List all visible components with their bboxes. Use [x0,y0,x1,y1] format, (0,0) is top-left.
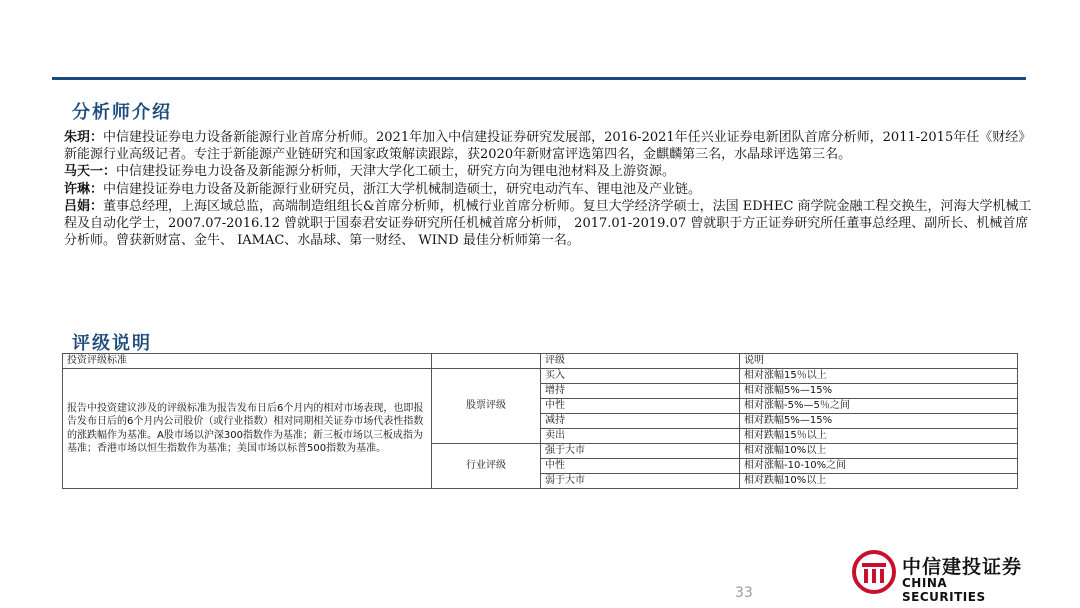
analyst-name: 许琳： [64,181,104,197]
table-header-row [63,354,1018,369]
analyst-name: 吕娟： [64,198,104,214]
rating-cell: 买入 [541,369,740,384]
analyst-bio-xu [64,181,1036,198]
rating-cell: 中性 [541,459,740,474]
header-standard: 投资评级标准 [63,354,432,369]
analyst-bios [64,129,1036,249]
rating-cell: 弱于大市 [541,474,740,489]
analyst-text: 中信建投证券电力设备新能源行业首席分析师。2021年加入中信建投证券研究发展部，2016-2021年任兴业证券电新团队首席分析师，2011-2015年任《财经》新能源行业高级记者。专注于新能源产业链研究和国家政策解读跟踪，获2020年新财富评选第四名，金麒麟第三名，水晶球评选第三名。 [64,130,1032,163]
page-number: 33 [735,585,753,601]
analyst-bio-zhu [64,129,1036,163]
rating-cell: 强于大市 [541,444,740,459]
logo-english-name: CHINA SECURITIES [902,576,986,604]
rating-cell: 中性 [541,399,740,414]
desc-cell: 相对涨幅15％以上 [740,369,1018,384]
analyst-bio-lv [64,198,1036,250]
company-logo [852,548,1032,604]
desc-cell: 相对涨幅10%以上 [740,444,1018,459]
rating-standard-text: 报告中投资建议涉及的评级标准为报告发布日后6个月内的相对市场表现，也即报告发布日后的6个月内公司股价（或行业指数）相对同期相关证券市场代表性指数的涨跌幅作为基准。A股市场以沪深300指数作为基准；新三板市场以三板成指为基准；香港市场以恒生指数作为基准；美国市场以标普500指数为基准。 [63,369,432,489]
industry-rating-label: 行业评级 [432,444,541,489]
header-blank [432,354,541,369]
desc-cell: 相对涨幅-10-10%之间 [740,459,1018,474]
citic-logo-icon [852,550,896,594]
table-row [63,369,1018,384]
top-divider [52,77,1026,80]
analyst-text: 董事总经理，上海区域总监，高端制造组组长&首席分析师，机械行业首席分析师。复旦大学经济学硕士，法国 EDHEC 商学院金融工程交换生，河海大学机械工程及自动化学士，2007.07-2016.12 曾就职于国泰君安证券研究所任机械首席分析师， 2017.01-2019.07 曾就职于方正证券研究所任董事总经理、副所长、机械首席分析师。曾获新财富、金牛、 IAMAC、水晶球、第一财经、 WIND 最佳分析师第一名。 [64,198,1032,249]
rating-table [62,353,1018,489]
desc-cell: 相对跌幅5%—15% [740,414,1018,429]
desc-cell: 相对跌幅10%以上 [740,474,1018,489]
stock-rating-label: 股票评级 [432,369,541,444]
desc-cell: 相对涨幅5%—15% [740,384,1018,399]
rating-cell: 卖出 [541,429,740,444]
analyst-text: 中信建投证券电力设备及新能源分析师，天津大学化工硕士，研究方向为锂电池材料及上游资源。 [116,164,676,180]
analyst-name: 朱玥： [64,130,104,145]
analysts-section-title: 分析师介绍 [72,102,172,123]
desc-cell: 相对涨幅-5%—5％之间 [740,399,1018,414]
desc-cell: 相对跌幅15％以上 [740,429,1018,444]
rating-cell: 增持 [541,384,740,399]
header-description: 说明 [740,354,1018,369]
analyst-text: 中信建投证券电力设备及新能源行业研究员，浙江大学机械制造硕士，研究电动汽车、锂电池及产业链。 [103,181,702,197]
analyst-name: 马天一： [64,164,117,180]
logo-chinese-name: 中信建投证券 [902,556,1023,578]
header-rating: 评级 [541,354,740,369]
analyst-bio-ma [64,163,1036,180]
rating-section-title: 评级说明 [72,333,152,354]
rating-cell: 减持 [541,414,740,429]
